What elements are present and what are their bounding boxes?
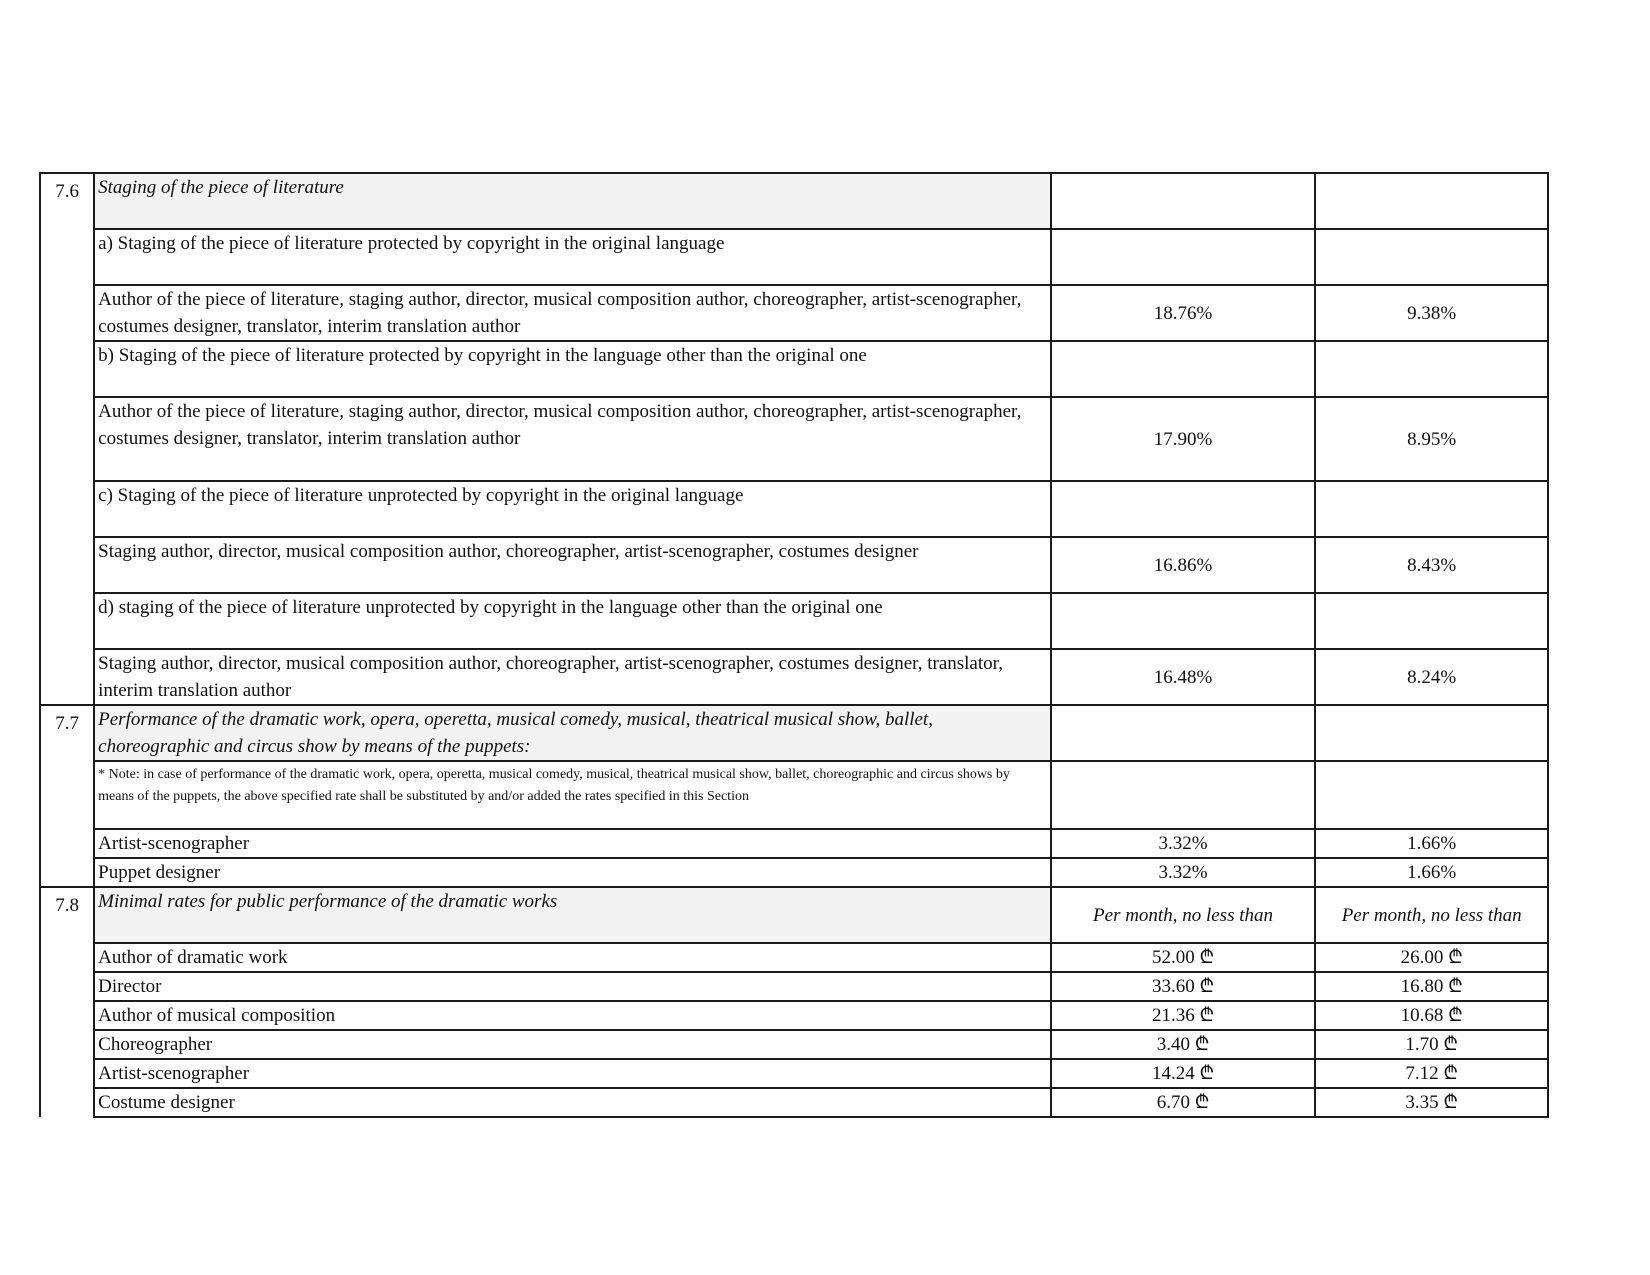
rate-cell: 8.43%	[1315, 537, 1548, 593]
row-label: Choreographer	[94, 1030, 1051, 1059]
rates-table	[39, 172, 1549, 1118]
section-number: 7.8	[40, 887, 94, 943]
rate-cell: 8.95%	[1315, 397, 1548, 481]
row-label: Staging author, director, musical composition author, choreographer, artist-scenographer, costumes designer	[94, 537, 1051, 593]
section-note: * Note: in case of performance of the dramatic work, opera, operetta, musical comedy, musical, theatrical musical show, ballet, choreographic and circus shows by means of the puppets, the above specified rate shall be substituted by and/or added the rates specified in this Section	[94, 761, 1051, 829]
rate-cell	[1051, 593, 1316, 649]
table-row	[40, 1001, 1548, 1030]
row-label: Director	[94, 972, 1051, 1001]
rate-cell	[1315, 593, 1548, 649]
section-number: 7.6	[40, 173, 94, 229]
rate-cell: 16.86%	[1051, 537, 1316, 593]
table-row	[40, 1088, 1548, 1117]
table-row	[40, 943, 1548, 972]
section-7-6-header-row	[40, 173, 1548, 229]
rate-cell	[1051, 761, 1316, 829]
table-row	[40, 481, 1548, 537]
note-row	[40, 761, 1548, 829]
table-row	[40, 397, 1548, 481]
row-label: Author of the piece of literature, staging author, director, musical composition author, choreographer, artist-scenographer, costumes designer, translator, interim translation author	[94, 285, 1051, 341]
rate-cell: 18.76%	[1051, 285, 1316, 341]
row-label: Artist-scenographer	[94, 1059, 1051, 1088]
rate-cell: 16.48%	[1051, 649, 1316, 705]
amount-cell: 3.35 ₾	[1315, 1088, 1548, 1117]
rate-cell	[1315, 229, 1548, 285]
section-title: Minimal rates for public performance of the dramatic works	[94, 887, 1051, 943]
rate-cell: 9.38%	[1315, 285, 1548, 341]
subsection-label: d) staging of the piece of literature unprotected by copyright in the language other than the original one	[94, 593, 1051, 649]
section-7-7-header-row	[40, 705, 1548, 761]
table-row	[40, 649, 1548, 705]
table-row	[40, 858, 1548, 887]
row-label: Puppet designer	[94, 858, 1051, 887]
table-row	[40, 972, 1548, 1001]
rate-cell	[1051, 481, 1316, 537]
row-label: Costume designer	[94, 1088, 1051, 1117]
amount-cell: 14.24 ₾	[1051, 1059, 1316, 1088]
rate-cell	[1315, 481, 1548, 537]
amount-cell: 1.70 ₾	[1315, 1030, 1548, 1059]
table-row	[40, 593, 1548, 649]
table-row	[40, 1059, 1548, 1088]
rate-cell: 3.32%	[1051, 858, 1316, 887]
amount-cell: 33.60 ₾	[1051, 972, 1316, 1001]
row-label: Author of the piece of literature, staging author, director, musical composition author, choreographer, artist-scenographer, costumes designer, translator, interim translation author	[94, 397, 1051, 481]
table-row	[40, 229, 1548, 285]
section-7-8-header-row	[40, 887, 1548, 943]
table-row	[40, 537, 1548, 593]
rate-cell	[1051, 229, 1316, 285]
amount-cell: 26.00 ₾	[1315, 943, 1548, 972]
rate-cell	[1051, 705, 1316, 761]
subsection-label: a) Staging of the piece of literature protected by copyright in the original language	[94, 229, 1051, 285]
rate-cell: 17.90%	[1051, 397, 1316, 481]
rate-cell	[1051, 173, 1316, 229]
amount-cell: 52.00 ₾	[1051, 943, 1316, 972]
amount-cell: 21.36 ₾	[1051, 1001, 1316, 1030]
rate-cell: 1.66%	[1315, 829, 1548, 858]
table-row	[40, 341, 1548, 397]
rate-cell	[1315, 173, 1548, 229]
rates-table-sheet	[39, 172, 1549, 1118]
table-row	[40, 829, 1548, 858]
section-title: Performance of the dramatic work, opera, operetta, musical comedy, musical, theatrical musical show, ballet, choreographic and circus show by means of the puppets:	[94, 705, 1051, 761]
amount-cell: 7.12 ₾	[1315, 1059, 1548, 1088]
rate-cell	[1051, 341, 1316, 397]
amount-cell: 10.68 ₾	[1315, 1001, 1548, 1030]
table-row	[40, 1030, 1548, 1059]
row-label: Artist-scenographer	[94, 829, 1051, 858]
rate-cell	[1315, 761, 1548, 829]
amount-cell: 16.80 ₾	[1315, 972, 1548, 1001]
row-label: Staging author, director, musical composition author, choreographer, artist-scenographer, costumes designer, translator, interim translation author	[94, 649, 1051, 705]
table-row	[40, 285, 1548, 341]
amount-cell: 6.70 ₾	[1051, 1088, 1316, 1117]
row-label: Author of musical composition	[94, 1001, 1051, 1030]
subsection-label: b) Staging of the piece of literature protected by copyright in the language other than the original one	[94, 341, 1051, 397]
column-header: Per month, no less than	[1315, 887, 1548, 943]
rate-cell	[1315, 705, 1548, 761]
subsection-label: c) Staging of the piece of literature unprotected by copyright in the original language	[94, 481, 1051, 537]
rate-cell: 3.32%	[1051, 829, 1316, 858]
column-header: Per month, no less than	[1051, 887, 1316, 943]
section-title: Staging of the piece of literature	[94, 173, 1051, 229]
rate-cell	[1315, 341, 1548, 397]
row-label: Author of dramatic work	[94, 943, 1051, 972]
section-number: 7.7	[40, 705, 94, 761]
rate-cell: 1.66%	[1315, 858, 1548, 887]
amount-cell: 3.40 ₾	[1051, 1030, 1316, 1059]
rate-cell: 8.24%	[1315, 649, 1548, 705]
